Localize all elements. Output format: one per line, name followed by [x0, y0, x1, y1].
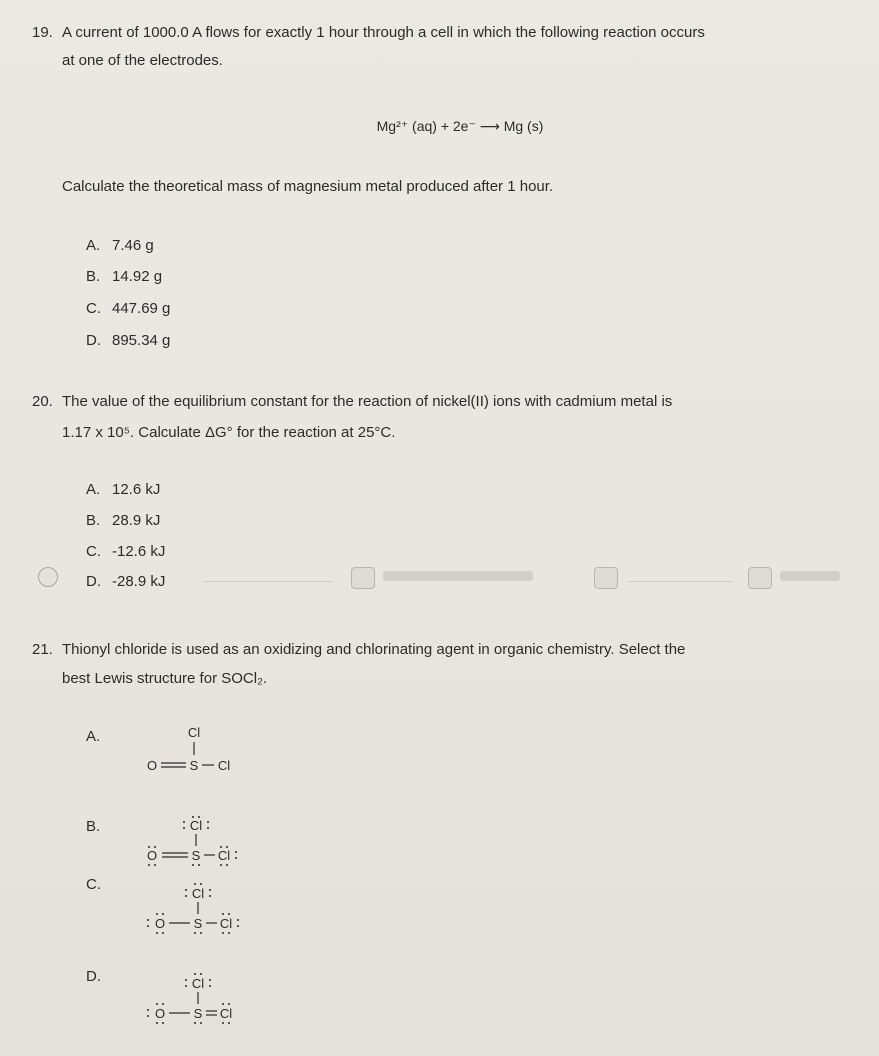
atom-o: O — [154, 916, 166, 931]
option-value: 895.34 g — [112, 332, 171, 349]
q20-text-line2: 1.17 x 10⁵. Calculate ΔG° for the reaction at 25°C. — [62, 424, 396, 441]
q19-option-b[interactable] — [86, 268, 162, 286]
q20-option-c[interactable] — [86, 543, 165, 561]
option-value: 28.9 kJ — [112, 512, 161, 529]
atom-cl-right: Cl — [219, 916, 233, 931]
option-value: 12.6 kJ — [112, 481, 161, 498]
option-value: 14.92 g — [112, 268, 163, 285]
option-letter: A. — [86, 481, 101, 498]
atom-cl-top: Cl — [187, 725, 201, 740]
atom-s: S — [189, 758, 199, 773]
twitter-icon[interactable] — [594, 567, 618, 589]
option-letter: A. — [86, 728, 101, 745]
q21-text-line1: Thionyl chloride is used as an oxidizing and chlorinating agent in organic chemistry. Select the — [62, 641, 686, 658]
atom-cl-top: Cl — [191, 886, 205, 901]
option-letter: C. — [86, 300, 101, 317]
radio-circle-icon[interactable] — [38, 567, 58, 587]
option-letter: A. — [86, 237, 101, 254]
atom-cl-right: Cl — [217, 848, 231, 863]
share-icon[interactable] — [748, 567, 772, 589]
lewis-structure-a — [140, 725, 230, 785]
option-value: -12.6 kJ — [112, 543, 166, 560]
q19-text-line1: A current of 1000.0 A flows for exactly 1 hour through a cell in which the following reaction occurs — [62, 24, 705, 41]
q20-option-b[interactable] — [86, 512, 160, 530]
option-letter: C. — [86, 876, 101, 893]
q20-option-a[interactable] — [86, 481, 160, 499]
divider — [203, 581, 333, 582]
option-letter: C. — [86, 543, 101, 560]
atom-s: S — [193, 1006, 203, 1021]
option-letter: D. — [86, 968, 101, 985]
atom-cl-right: Cl — [219, 1006, 233, 1021]
q19-question: Calculate the theoretical mass of magnesium metal produced after 1 hour. — [62, 178, 554, 195]
q19-text-line2: at one of the electrodes. — [62, 52, 223, 69]
atom-s: S — [191, 848, 201, 863]
q21-option-a[interactable] — [86, 728, 112, 746]
atom-s: S — [193, 916, 203, 931]
q19-equation: Mg²⁺ (aq) + 2e⁻ ⟶ Mg (s) — [376, 118, 544, 134]
q19-option-d[interactable] — [86, 332, 170, 350]
atom-o: O — [146, 758, 158, 773]
q20-number: 20. — [32, 393, 53, 410]
lewis-structure-d — [138, 966, 248, 1046]
atom-o: O — [154, 1006, 166, 1021]
q21-option-b[interactable] — [86, 818, 112, 836]
option-value: -28.9 kJ — [112, 573, 166, 590]
q20-text-line1: The value of the equilibrium constant for the reaction of nickel(II) ions with cadmium metal is — [62, 393, 673, 410]
q19-option-a[interactable] — [86, 237, 154, 255]
q20-option-d[interactable] — [86, 573, 165, 591]
option-letter: B. — [86, 818, 101, 835]
atom-cl-right: Cl — [217, 758, 231, 773]
option-letter: B. — [86, 512, 101, 529]
facebook-icon[interactable] — [351, 567, 375, 589]
blurred-text — [383, 571, 533, 581]
option-letter: B. — [86, 268, 101, 285]
q21-text-line2: best Lewis structure for SOCl₂. — [62, 670, 268, 687]
q21-option-d[interactable] — [86, 968, 112, 986]
option-letter: D. — [86, 332, 101, 349]
atom-cl-top: Cl — [189, 818, 203, 833]
option-letter: D. — [86, 573, 101, 590]
option-value: 447.69 g — [112, 300, 171, 317]
option-value: 7.46 g — [112, 237, 154, 254]
q19-option-c[interactable] — [86, 300, 170, 318]
q21-option-c[interactable] — [86, 876, 112, 894]
q19-number: 19. — [32, 24, 53, 41]
q21-number: 21. — [32, 641, 53, 658]
divider — [628, 581, 733, 582]
lewis-structure-b — [140, 810, 240, 885]
lewis-structure-c — [138, 876, 248, 951]
atom-o: O — [146, 848, 158, 863]
atom-cl-top: Cl — [191, 976, 205, 991]
blurred-text — [780, 571, 840, 581]
